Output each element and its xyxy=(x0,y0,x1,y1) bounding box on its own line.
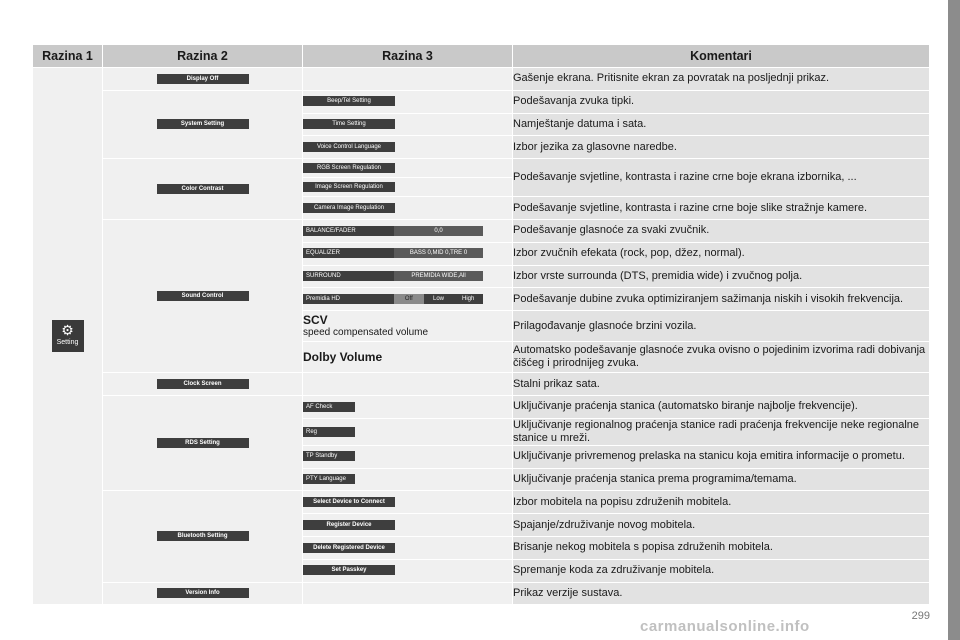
comment: Izbor mobitela na popisu združenih mobitela. xyxy=(513,491,930,514)
premidia-option-high[interactable]: High xyxy=(462,296,475,303)
header-razina-3: Razina 3 xyxy=(303,45,513,68)
comment: Namještanje datuma i sata. xyxy=(513,113,930,136)
surround-label: SURROUND xyxy=(306,273,341,280)
sound-control-button[interactable]: Sound Control xyxy=(157,291,249,301)
setting-button[interactable] xyxy=(52,320,84,352)
clock-screen-button[interactable]: Clock Screen xyxy=(157,379,249,389)
page-edge-bar xyxy=(948,0,960,640)
comment: Uključivanje regionalnog praćenja stanice radi praćenja frekvencije neke regionalne stanice u mreži. xyxy=(513,418,930,445)
header-razina-1: Razina 1 xyxy=(33,45,103,68)
table-row xyxy=(33,219,930,242)
voice-control-language-button[interactable]: Voice Control Language xyxy=(303,142,395,152)
balance-fader-button[interactable] xyxy=(303,226,483,236)
bluetooth-setting-button[interactable]: Bluetooth Setting xyxy=(157,531,249,541)
scv-title: SCV xyxy=(303,313,328,328)
delete-registered-device-button[interactable]: Delete Registered Device xyxy=(303,543,395,553)
equalizer-button[interactable] xyxy=(303,248,483,258)
balance-fader-value: 0,0 xyxy=(394,226,483,236)
surround-value: PREMIDIA WIDE,All xyxy=(394,271,483,281)
table-header-row xyxy=(33,45,930,68)
comment: Uključivanje praćenja stanica prema programima/temama. xyxy=(513,468,930,491)
footer-watermark: carmanualsonline.info xyxy=(640,618,810,635)
image-screen-regulation-button[interactable]: Image Screen Regulation xyxy=(303,182,395,192)
tp-standby-button[interactable]: TP Standby xyxy=(303,451,355,461)
table-row xyxy=(33,491,930,514)
header-razina-2: Razina 2 xyxy=(103,45,303,68)
equalizer-value: BASS 0,MID 0,TRE 0 xyxy=(394,248,483,258)
comment: Podešavanja zvuka tipki. xyxy=(513,90,930,113)
select-device-button[interactable]: Select Device to Connect xyxy=(303,497,395,507)
page-number: 299 xyxy=(911,610,930,622)
surround-button[interactable] xyxy=(303,271,483,281)
dolby-volume-title: Dolby Volume xyxy=(303,350,383,365)
comment: Uključivanje praćenja stanica (automatsko biranje najbolje frekvencije). xyxy=(513,395,930,418)
rds-setting-button[interactable]: RDS Setting xyxy=(157,438,249,448)
balance-fader-label: BALANCE/FADER xyxy=(306,227,356,234)
table-row xyxy=(33,395,930,418)
settings-table xyxy=(32,44,930,605)
comment: Izbor jezika za glasovne naredbe. xyxy=(513,136,930,159)
rgb-screen-regulation-button[interactable]: RGB Screen Regulation xyxy=(303,163,395,173)
comment: Gašenje ekrana. Pritisnite ekran za povratak na posljednji prikaz. xyxy=(513,68,930,91)
pty-language-button[interactable]: PTY Language xyxy=(303,474,355,484)
display-off-button[interactable]: Display Off xyxy=(157,74,249,84)
comment: Izbor vrste surrounda (DTS, premidia wide) i zvučnog polja. xyxy=(513,265,930,288)
comment: Uključivanje privremenog prelaska na stanicu koja emitira informacije o prometu. xyxy=(513,445,930,468)
comment: Automatsko podešavanje glasnoće zvuka ovisno o pojedinim izvorima radi dobivanja čišćeg i prirodnijeg zvuka. xyxy=(513,342,930,373)
header-komentari: Komentari xyxy=(513,45,930,68)
comment: Spajanje/združivanje novog mobitela. xyxy=(513,514,930,537)
register-device-button[interactable]: Register Device xyxy=(303,520,395,530)
system-setting-button[interactable]: System Setting xyxy=(157,119,249,129)
scv-subtitle: speed compensated volume xyxy=(303,327,429,339)
set-passkey-button[interactable]: Set Passkey xyxy=(303,565,395,575)
af-check-button[interactable]: AF Check xyxy=(303,402,355,412)
equalizer-label: EQUALIZER xyxy=(306,250,341,257)
comment: Stalni prikaz sata. xyxy=(513,373,930,396)
premidia-hd-control[interactable] xyxy=(303,294,483,304)
comment: Spremanje koda za združivanje mobitela. xyxy=(513,559,930,582)
setting-label: Setting xyxy=(56,339,79,347)
version-info-button[interactable]: Version Info xyxy=(157,588,249,598)
table-row xyxy=(33,90,930,113)
premidia-hd-label: Premidia HD xyxy=(306,296,341,303)
table-row xyxy=(33,582,930,605)
comment: Podešavanje svjetline, kontrasta i razine crne boje ekrana izbornika, ... xyxy=(513,159,930,197)
table-row xyxy=(33,373,930,396)
comment: Prilagođavanje glasnoće brzini vozila. xyxy=(513,311,930,342)
comment: Izbor zvučnih efekata (rock, pop, džez, normal). xyxy=(513,242,930,265)
gear-icon: ⚙ xyxy=(61,322,74,339)
reg-button[interactable]: Reg xyxy=(303,427,355,437)
color-contrast-button[interactable]: Color Contrast xyxy=(157,184,249,194)
level1-cell xyxy=(33,68,103,605)
comment: Podešavanje svjetline, kontrasta i razine crne boje slike stražnje kamere. xyxy=(513,197,930,220)
comment: Podešavanje glasnoće za svaki zvučnik. xyxy=(513,219,930,242)
comment: Podešavanje dubine zvuka optimiziranjem sažimanja niskih i visokih frekvencija. xyxy=(513,288,930,311)
premidia-option-off[interactable]: Off xyxy=(394,294,424,304)
comment: Prikaz verzije sustava. xyxy=(513,582,930,605)
camera-image-regulation-button[interactable]: Camera Image Regulation xyxy=(303,203,395,213)
premidia-option-low[interactable]: Low xyxy=(433,296,445,303)
beep-tel-setting-button[interactable]: Beep/Tel Setting xyxy=(303,96,395,106)
comment: Brisanje nekog mobitela s popisa združenih mobitela. xyxy=(513,536,930,559)
table-row xyxy=(33,68,930,91)
time-setting-button[interactable]: Time Setting xyxy=(303,119,395,129)
table-row xyxy=(33,159,930,178)
